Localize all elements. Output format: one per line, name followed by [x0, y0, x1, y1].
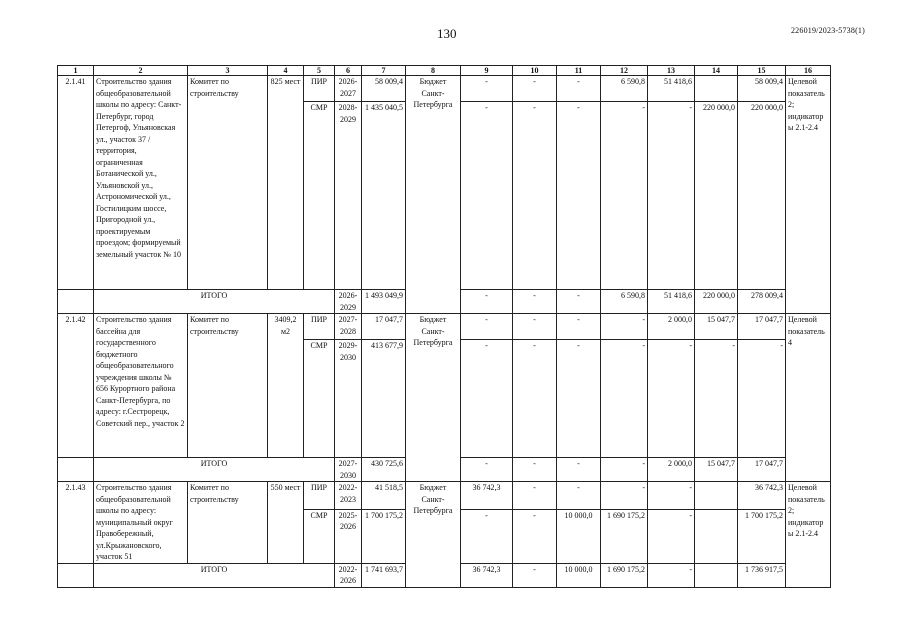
investment-table — [57, 65, 831, 588]
total-amount: - — [513, 290, 557, 314]
stage-type: ПИР — [304, 314, 335, 340]
total-row-spacer — [58, 563, 94, 587]
object-description: Строительство здания бассейна для государственного бюджетного общеобразовательного учреждения школы № 656 Курортного района Санкт-Петербурга, по адресу: г.Сестрорецк, Советский пер., участок 2 — [94, 314, 188, 458]
total-amount: 6 590,8 — [601, 290, 648, 314]
customer: Комитет по строительству — [188, 76, 268, 290]
amount-cell: 1 700 175,2 — [738, 509, 786, 563]
amount-cell: 2 000,0 — [648, 314, 695, 340]
project-number: 2.1.43 — [58, 482, 94, 564]
column-header: 8 — [406, 66, 461, 76]
amount-cell: - — [601, 102, 648, 290]
stage-total: 17 047,7 — [362, 314, 406, 340]
stage-years: 2022-2023 — [335, 482, 362, 510]
total-amount: 2 000,0 — [648, 458, 695, 482]
total-amount: 1 690 175,2 — [601, 563, 648, 587]
total-amount: - — [557, 458, 601, 482]
amount-cell — [695, 482, 738, 510]
stage-years: 2028-2029 — [335, 102, 362, 290]
total-amount: 10 000,0 — [557, 563, 601, 587]
total-sum: 430 725,6 — [362, 458, 406, 482]
total-label: ИТОГО — [94, 290, 335, 314]
amount-cell: 220 000,0 — [695, 102, 738, 290]
total-label: ИТОГО — [94, 458, 335, 482]
total-amount: 278 009,4 — [738, 290, 786, 314]
funding-source: Бюджет Санкт-Петербурга — [406, 314, 461, 482]
total-years: 2026-2029 — [335, 290, 362, 314]
amount-cell — [695, 76, 738, 102]
amount-cell: - — [648, 340, 695, 458]
stage-total: 1 435 040,5 — [362, 102, 406, 290]
amount-cell: - — [461, 340, 513, 458]
amount-cell: - — [513, 482, 557, 510]
amount-cell: - — [557, 76, 601, 102]
total-amount: 51 418,6 — [648, 290, 695, 314]
amount-cell: - — [513, 340, 557, 458]
amount-cell: - — [557, 340, 601, 458]
amount-cell: 10 000,0 — [557, 509, 601, 563]
stage-years: 2029-2030 — [335, 340, 362, 458]
amount-cell: 1 690 175,2 — [601, 509, 648, 563]
total-amount: 17 047,7 — [738, 458, 786, 482]
column-header: 1 — [58, 66, 94, 76]
total-amount: - — [601, 458, 648, 482]
column-header: 13 — [648, 66, 695, 76]
column-header: 14 — [695, 66, 738, 76]
project-row — [58, 76, 831, 102]
column-header: 15 — [738, 66, 786, 76]
column-header: 12 — [601, 66, 648, 76]
amount-cell: 36 742,3 — [461, 482, 513, 510]
total-amount: - — [461, 290, 513, 314]
amount-cell: 220 000,0 — [738, 102, 786, 290]
amount-cell: - — [648, 482, 695, 510]
project-row — [58, 314, 831, 340]
total-sum: 1 741 693,7 — [362, 563, 406, 587]
column-header: 16 — [786, 66, 831, 76]
amount-cell: - — [557, 314, 601, 340]
amount-cell: - — [461, 102, 513, 290]
amount-cell: 6 590,8 — [601, 76, 648, 102]
amount-cell: - — [738, 340, 786, 458]
total-amount: - — [461, 458, 513, 482]
total-amount: 15 047,7 — [695, 458, 738, 482]
total-amount — [695, 563, 738, 587]
amount-cell — [695, 509, 738, 563]
indicator: Целевой показатель 2; индикаторы 2.1-2.4 — [786, 482, 831, 588]
column-header: 3 — [188, 66, 268, 76]
amount-cell: 51 418,6 — [648, 76, 695, 102]
stage-total: 41 518,5 — [362, 482, 406, 510]
column-header: 10 — [513, 66, 557, 76]
capacity: 3409,2 м2 — [268, 314, 304, 458]
amount-cell: - — [461, 314, 513, 340]
customer: Комитет по строительству — [188, 482, 268, 564]
stage-years: 2026-2027 — [335, 76, 362, 102]
project-row — [58, 482, 831, 510]
amount-cell: - — [601, 314, 648, 340]
funding-source: Бюджет Санкт-Петербурга — [406, 482, 461, 588]
amount-cell: - — [513, 509, 557, 563]
amount-cell: 58 009,4 — [738, 76, 786, 102]
page-number: 130 — [437, 26, 457, 41]
stage-total: 1 700 175,2 — [362, 509, 406, 563]
stage-total: 58 009,4 — [362, 76, 406, 102]
total-amount: 220 000,0 — [695, 290, 738, 314]
capacity: 550 мест — [268, 482, 304, 564]
total-years: 2022-2026 — [335, 563, 362, 587]
amount-cell: - — [557, 102, 601, 290]
stage-type: СМР — [304, 340, 335, 458]
total-years: 2027-2030 — [335, 458, 362, 482]
funding-source: Бюджет Санкт-Петербурга — [406, 76, 461, 314]
object-description: Строительство здания общеобразовательной школы по адресу: муниципальный округ Правобережный, ул.Крыжановского, участок 51 — [94, 482, 188, 564]
capacity: 825 мест — [268, 76, 304, 290]
total-amount: - — [513, 563, 557, 587]
amount-cell: - — [695, 340, 738, 458]
indicator: Целевой показатель 4 — [786, 314, 831, 482]
total-amount: 1 736 917,5 — [738, 563, 786, 587]
stage-type: ПИР — [304, 482, 335, 510]
amount-cell: - — [513, 76, 557, 102]
object-description: Строительство здания общеобразовательной школы по адресу: Санкт-Петербург, город Петергоф, Ульяновская ул., участок 37 / территория, ограниченная Ботанической ул., Ульяновской ул., Астрономической ул., Гостилицким шоссе, Пригородной ул., проектируемым проездом; формируемый земельный участок № 10 — [94, 76, 188, 290]
amount-cell: - — [513, 314, 557, 340]
amount-cell: - — [461, 76, 513, 102]
column-header: 6 — [335, 66, 362, 76]
stage-type: СМР — [304, 509, 335, 563]
stage-years: 2027-2028 — [335, 314, 362, 340]
total-label: ИТОГО — [94, 563, 335, 587]
stage-total: 413 677,9 — [362, 340, 406, 458]
amount-cell: - — [461, 509, 513, 563]
amount-cell: - — [513, 102, 557, 290]
column-header: 4 — [268, 66, 304, 76]
project-number: 2.1.41 — [58, 76, 94, 290]
column-header: 9 — [461, 66, 513, 76]
amount-cell: - — [601, 482, 648, 510]
amount-cell: 17 047,7 — [738, 314, 786, 340]
total-amount: - — [513, 458, 557, 482]
column-header: 11 — [557, 66, 601, 76]
total-sum: 1 493 049,9 — [362, 290, 406, 314]
document-id: 226019/2023-5738(1) — [790, 26, 865, 35]
indicator: Целевой показатель 2; индикаторы 2.1-2.4 — [786, 76, 831, 314]
project-number: 2.1.42 — [58, 314, 94, 458]
header-row — [58, 66, 831, 76]
total-amount: - — [648, 563, 695, 587]
amount-cell: - — [601, 340, 648, 458]
customer: Комитет по строительству — [188, 314, 268, 458]
total-row-spacer — [58, 290, 94, 314]
column-header: 7 — [362, 66, 406, 76]
amount-cell: - — [557, 482, 601, 510]
amount-cell: - — [648, 509, 695, 563]
total-amount: 36 742,3 — [461, 563, 513, 587]
stage-type: ПИР — [304, 76, 335, 102]
total-amount: - — [557, 290, 601, 314]
stage-type: СМР — [304, 102, 335, 290]
amount-cell: 36 742,3 — [738, 482, 786, 510]
column-header: 5 — [304, 66, 335, 76]
column-header: 2 — [94, 66, 188, 76]
stage-years: 2025-2026 — [335, 509, 362, 563]
amount-cell: - — [648, 102, 695, 290]
total-row-spacer — [58, 458, 94, 482]
amount-cell: 15 047,7 — [695, 314, 738, 340]
